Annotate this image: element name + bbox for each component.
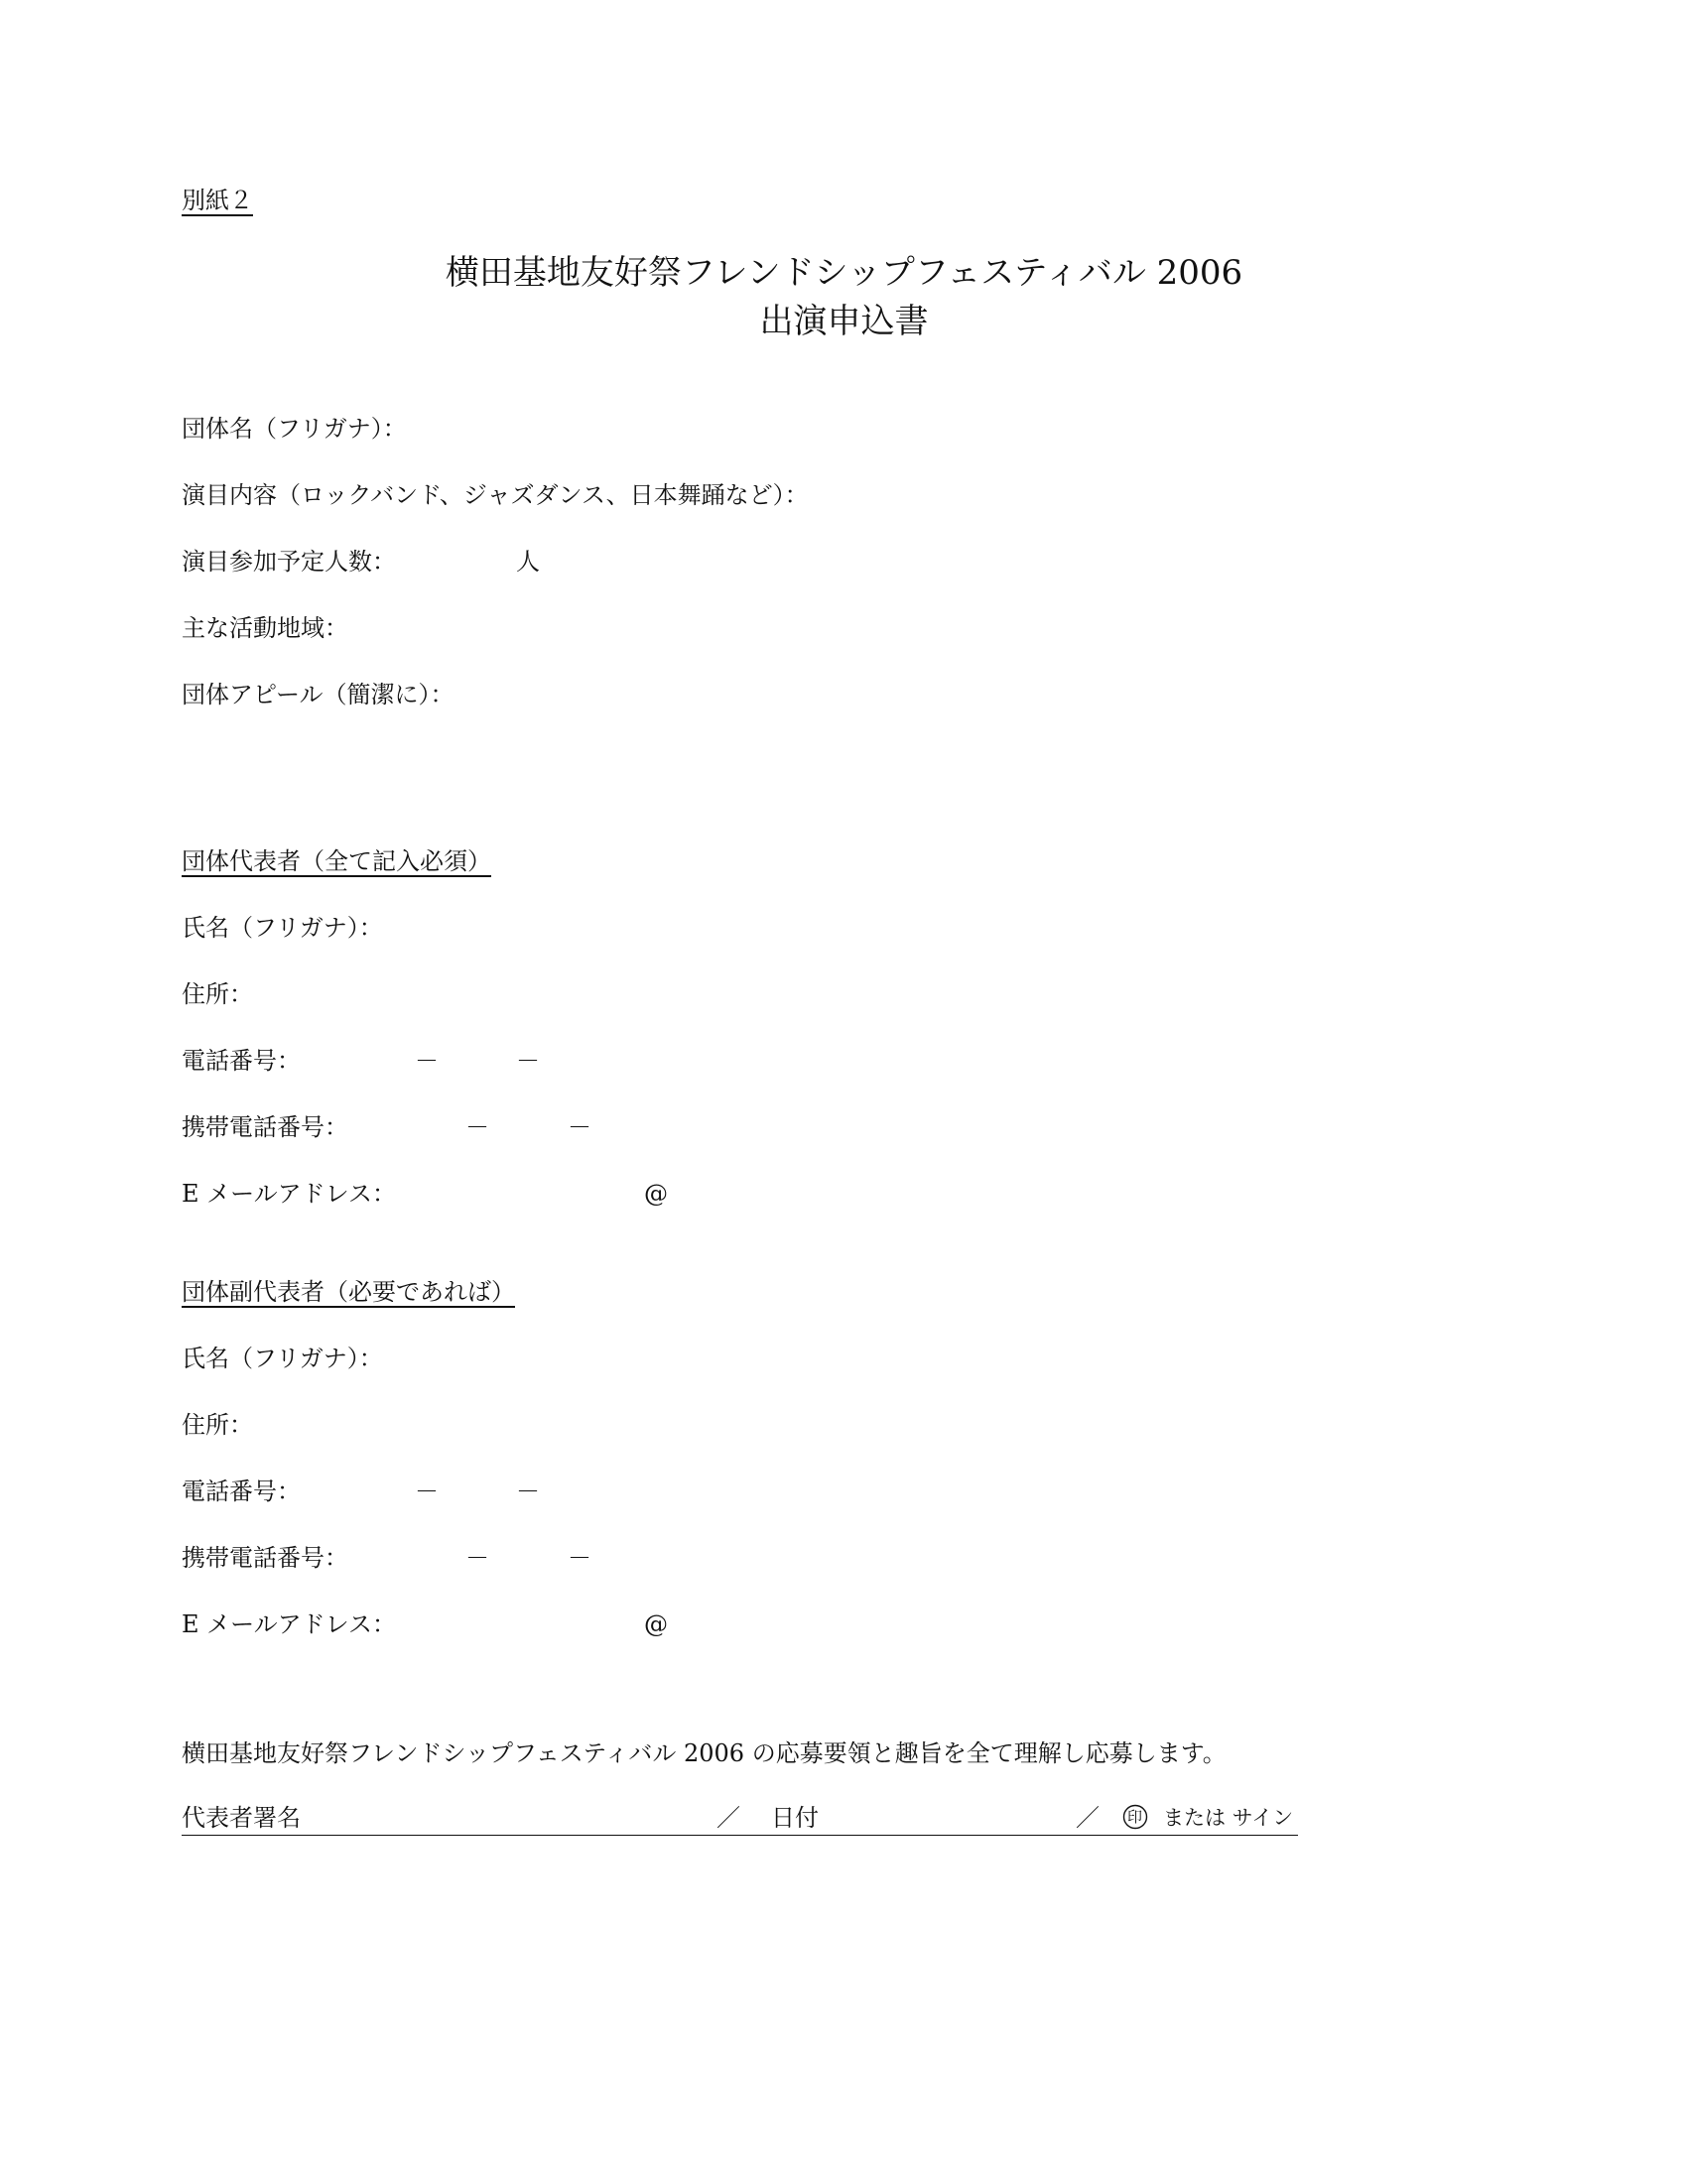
vice-phone-field: 電話番号： — [182, 1477, 301, 1505]
group-name-field: 団体名（フリガナ）： — [182, 415, 407, 443]
rep-phone-dash-1: － — [415, 1047, 439, 1075]
rep-email-at: @ — [644, 1180, 668, 1208]
page-title: 横田基地友好祭フレンドシップフェスティバル 2006 — [445, 253, 1243, 293]
vice-email-at: @ — [644, 1610, 668, 1638]
date-label: 日付 — [771, 1804, 819, 1832]
rep-name-field: 氏名（フリガナ）： — [182, 914, 383, 942]
signature-slash-1: ／ — [716, 1804, 740, 1832]
member-count-unit: 人 — [516, 548, 540, 576]
rep-mobile-dash-1: － — [465, 1113, 489, 1141]
vice-mobile-field: 携帯電話番号： — [182, 1544, 348, 1572]
performance-content-field: 演目内容（ロックバンド、ジャズダンス、日本舞踊など）： — [182, 481, 809, 509]
member-count-field: 演目参加予定人数： — [182, 548, 396, 576]
signature-slash-2: ／ — [1076, 1804, 1100, 1832]
rep-email-field: E メールアドレス： — [182, 1180, 396, 1208]
vice-mobile-dash-1: － — [465, 1544, 489, 1572]
vice-email-field: E メールアドレス： — [182, 1610, 396, 1638]
vice-representative-heading: 団体副代表者（必要であれば） — [182, 1278, 515, 1306]
vice-address-field: 住所： — [182, 1411, 253, 1439]
seal-mark — [1124, 1807, 1143, 1829]
declaration-text: 横田基地友好祭フレンドシップフェスティバル 2006 の応募要領と趣旨を全て理解し応募します。 — [182, 1739, 1227, 1767]
representative-heading: 団体代表者（全て記入必須） — [182, 847, 491, 875]
group-appeal-field: 団体アピール（簡潔に）： — [182, 681, 454, 708]
signature-label: 代表者署名 — [182, 1804, 301, 1832]
attachment-label: 別紙２ — [182, 187, 253, 214]
vice-phone-dash-1: － — [415, 1477, 439, 1505]
seal-char: 印 — [1127, 1808, 1143, 1826]
vice-mobile-dash-2: － — [568, 1544, 591, 1572]
rep-phone-field: 電話番号： — [182, 1047, 301, 1075]
activity-area-field: 主な活動地域： — [182, 614, 348, 642]
rep-address-field: 住所： — [182, 980, 253, 1008]
vice-phone-dash-2: － — [516, 1477, 540, 1505]
vice-name-field: 氏名（フリガナ）： — [182, 1345, 383, 1372]
signature-line — [182, 1835, 1298, 1836]
rep-mobile-field: 携帯電話番号： — [182, 1113, 348, 1141]
rep-mobile-dash-2: － — [568, 1113, 591, 1141]
rep-phone-dash-2: － — [516, 1047, 540, 1075]
page-subtitle: 出演申込書 — [759, 302, 929, 341]
seal-or-sign-text: または サイン — [1163, 1806, 1294, 1830]
